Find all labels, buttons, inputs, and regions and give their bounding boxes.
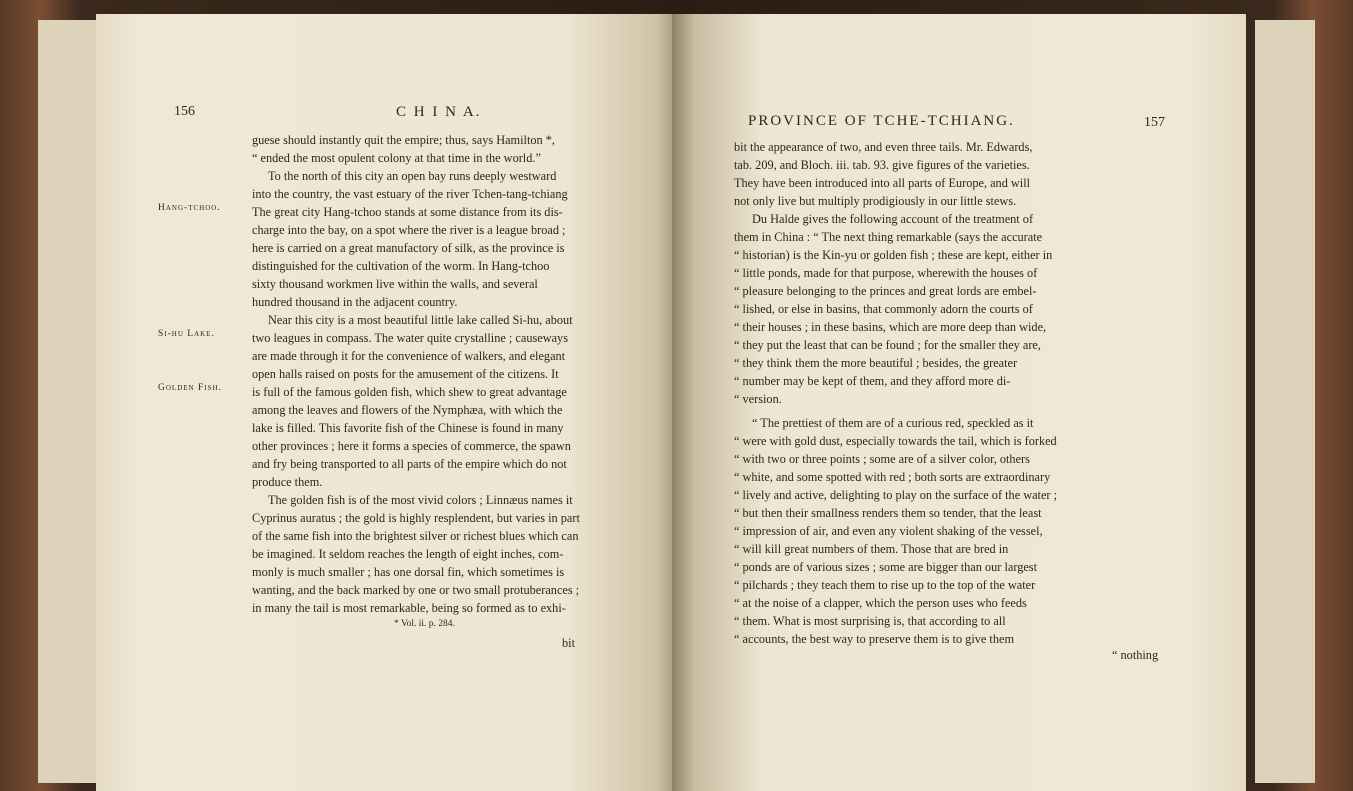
page-number: 156	[174, 104, 195, 119]
page-edges-left	[38, 20, 98, 783]
text-line: “ pleasure belonging to the princes and great lords are embel-	[734, 284, 1037, 298]
text-line: tab. 209, and Bloch. iii. tab. 93. give figures of the varieties.	[734, 158, 1030, 172]
text-line: “ with two or three points ; some are of a silver color, others	[734, 452, 1030, 466]
text-line: into the country, the vast estuary of the river Tchen-tang-tchiang	[252, 187, 568, 201]
text-line: “ white, and some spotted with red ; both sorts are extraordinary	[734, 470, 1051, 484]
text-line: bit the appearance of two, and even three tails. Mr. Edwards,	[734, 140, 1033, 154]
text-line: “ will kill great numbers of them. Those that are bred in	[734, 542, 1009, 556]
text-line: “ ponds are of various sizes ; some are bigger than our largest	[734, 560, 1038, 574]
text-line: are made through it for the convenience of walkers, and elegant	[252, 349, 566, 363]
text-line: “ accounts, the best way to preserve them is to give them	[734, 632, 1015, 646]
text-line: “ The prettiest of them are of a curious red, speckled as it	[752, 416, 1034, 430]
page-number: 157	[1144, 115, 1165, 130]
text-line: among the leaves and flowers of the Nymphæa, with which the	[252, 403, 563, 417]
margin-note-si-hu-lake: Si-hu Lake.	[158, 329, 215, 339]
text-line: here is carried on a great manufactory of silk, as the province is	[252, 241, 565, 255]
text-line: monly is much smaller ; has one dorsal fin, which sometimes is	[252, 565, 565, 579]
text-line: open halls raised on posts for the amusement of the citizens. It	[252, 367, 559, 381]
text-line: “ impression of air, and even any violent shaking of the vessel,	[734, 524, 1043, 538]
text-line: is full of the famous golden fish, which shew to great advantage	[252, 385, 567, 399]
text-line: “ them. What is most surprising is, that according to all	[734, 614, 1006, 628]
text-line: “ pilchards ; they teach them to rise up to the top of the water	[734, 578, 1036, 592]
text-line: “ were with gold dust, especially towards the tail, which is forked	[734, 434, 1057, 448]
text-line: “ historian) is the Kin-yu or golden fish ; these are kept, either in	[734, 248, 1053, 262]
text-line: “ their houses ; in these basins, which are more deep than wide,	[734, 320, 1047, 334]
text-line: “ they think them the more beautiful ; besides, the greater	[734, 356, 1018, 370]
text-line: “ version.	[734, 392, 782, 406]
text-line: other provinces ; here it forms a species of commerce, the spawn	[252, 439, 571, 453]
margin-note-hang-tchoo: Hang-tchoo.	[158, 203, 221, 213]
text-line: charge into the bay, on a spot where the river is a league broad ;	[252, 223, 566, 237]
catchword: bit	[562, 636, 575, 650]
text-line: wanting, and the back marked by one or two small protuberances ;	[252, 583, 580, 597]
text-line: “ ended the most opulent colony at that time in the world.”	[252, 151, 541, 165]
text-line: and fry being transported to all parts of the empire which do not	[252, 457, 567, 471]
text-line: “ lished, or else in basins, that commonly adorn the courts of	[734, 302, 1033, 316]
page-edges-right	[1255, 20, 1315, 783]
text-line: in many the tail is most remarkable, being so formed as to exhi-	[252, 601, 566, 615]
text-line: hundred thousand in the adjacent country.	[252, 295, 458, 309]
text-line: “ at the noise of a clapper, which the person uses who feeds	[734, 596, 1027, 610]
text-line: “ but then their smallness renders them so tender, that the least	[734, 506, 1042, 520]
text-line: lake is filled. This favorite fish of the Chinese is found in many	[252, 421, 564, 435]
catchword: “ nothing	[1112, 648, 1159, 662]
text-line: Du Halde gives the following account of the treatment of	[752, 212, 1034, 226]
text-line: Near this city is a most beautiful little lake called Si-hu, about	[268, 313, 573, 327]
running-head: C H I N A.	[396, 104, 482, 120]
text-line: them in China : “ The next thing remarkable (says the accurate	[734, 230, 1043, 244]
text-line: They have been introduced into all parts of Europe, and will	[734, 176, 1031, 190]
text-line: The great city Hang-tchoo stands at some distance from its dis-	[252, 205, 563, 219]
text-line: “ little ponds, made for that purpose, wherewith the houses of	[734, 266, 1038, 280]
text-line: distinguished for the cultivation of the worm. In Hang-tchoo	[252, 259, 550, 273]
left-page	[96, 14, 680, 791]
text-line: of the same fish into the brightest silver or richest blues which can	[252, 529, 579, 543]
text-line: produce them.	[252, 475, 323, 489]
text-line: not only live but multiply prodigiously in our little stews.	[734, 194, 1017, 208]
text-line: be imagined. It seldom reaches the length of eight inches, com-	[252, 547, 564, 561]
text-line: Cyprinus auratus ; the gold is highly resplendent, but varies in part	[252, 511, 580, 525]
text-line: sixty thousand workmen live within the walls, and several	[252, 277, 538, 291]
margin-note-golden-fish: Golden Fish.	[158, 383, 222, 393]
text-line: two leagues in compass. The water quite crystalline ; causeways	[252, 331, 568, 345]
text-line: “ they put the least that can be found ; for the smaller they are,	[734, 338, 1041, 352]
running-head: PROVINCE OF TCHE-TCHIANG.	[748, 113, 1015, 129]
text-line: The golden fish is of the most vivid colors ; Linnæus names it	[268, 493, 573, 507]
text-line: guese should instantly quit the empire; thus, says Hamilton *,	[252, 133, 555, 147]
text-line: “ lively and active, delighting to play on the surface of the water ;	[734, 488, 1058, 502]
footnote: * Vol. ii. p. 284.	[394, 619, 455, 629]
text-line: To the north of this city an open bay runs deeply westward	[268, 169, 557, 183]
right-page	[672, 14, 1246, 791]
text-line: “ number may be kept of them, and they afford more di-	[734, 374, 1011, 388]
